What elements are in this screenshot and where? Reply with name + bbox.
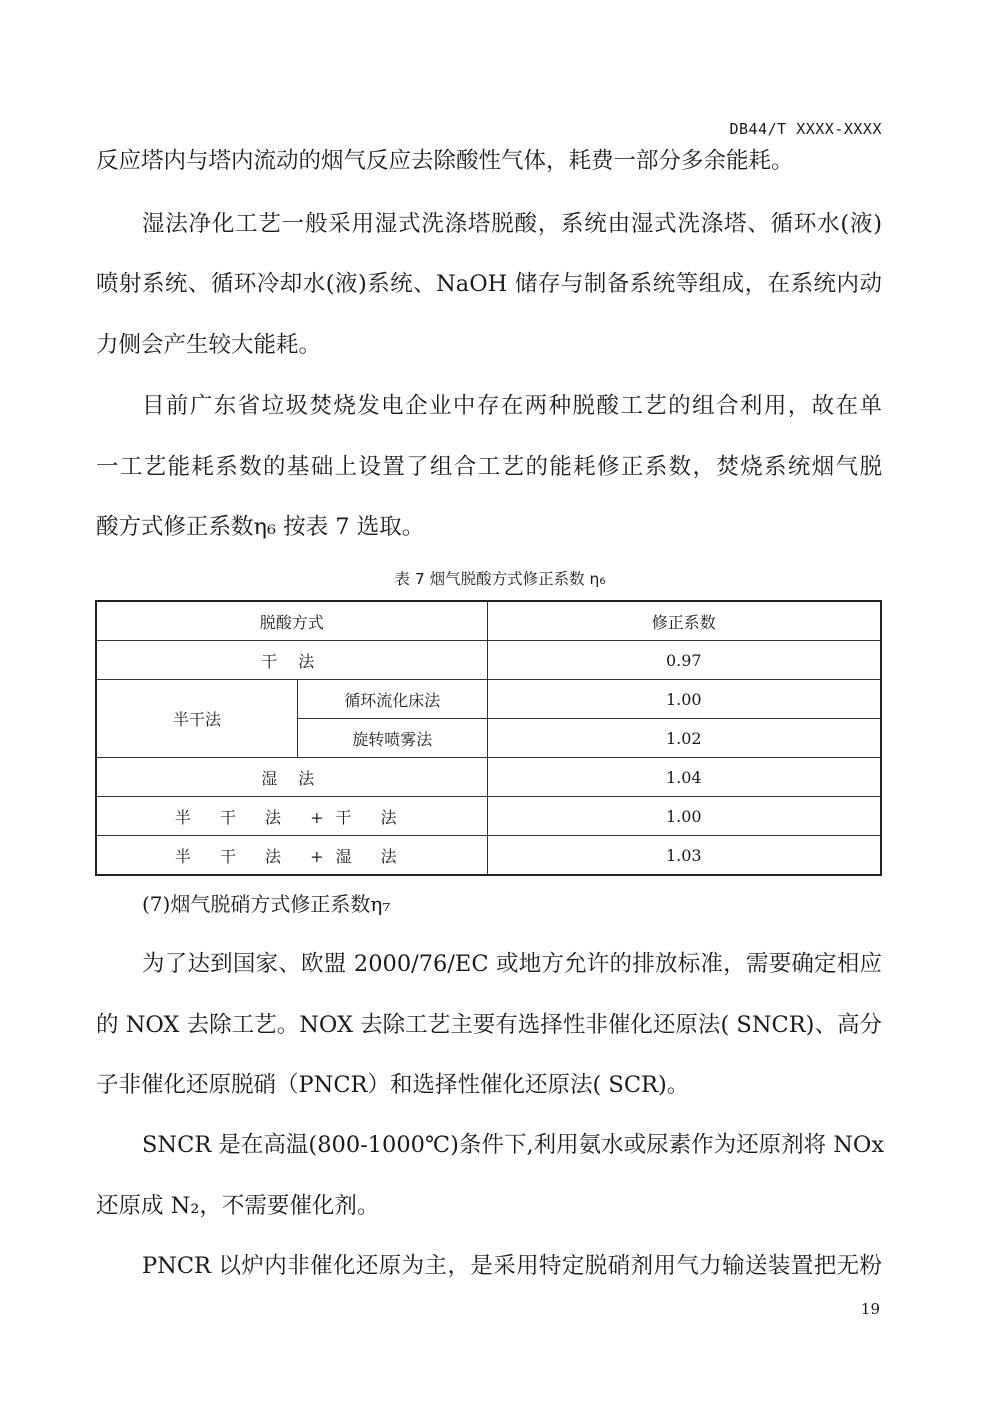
method-cell: 半 干 法 +干 法	[96, 797, 487, 836]
method-group-cell: 半干法	[96, 680, 297, 758]
method-cell: 干 法	[96, 641, 487, 680]
table-row	[96, 797, 881, 836]
coefficient-cell: 1.04	[487, 758, 881, 797]
coefficient-cell: 1.02	[487, 719, 881, 758]
paragraph-line: 子非催化还原脱硝（PNCR）和选择性催化还原法( SCR)。	[96, 1072, 690, 1098]
table-row	[96, 641, 881, 680]
coefficient-table	[95, 600, 882, 876]
coefficient-cell: 1.00	[487, 797, 881, 836]
header-method-cell: 脱酸方式	[96, 601, 487, 641]
header-coefficient-cell: 修正系数	[487, 601, 881, 641]
paragraph-line: PNCR 以炉内非催化还原为主，是采用特定脱硝剂用气力输送装置把无粉	[142, 1253, 882, 1279]
table-header-row	[96, 601, 881, 641]
table-caption: 表 7 烟气脱酸方式修正系数 η₆	[394, 570, 606, 588]
document-code: DB44/T XXXX-XXXX	[729, 120, 882, 138]
section-heading: (7)烟气脱硝方式修正系数η₇	[142, 892, 391, 916]
submethod-cell: 循环流化床法	[297, 680, 487, 719]
table-row	[96, 836, 881, 876]
table-row	[96, 758, 881, 797]
paragraph-line: 酸方式修正系数η₆ 按表 7 选取。	[96, 514, 425, 540]
paragraph-line: 还原成 N₂，不需要催化剂。	[96, 1193, 380, 1219]
paragraph-line: 为了达到国家、欧盟 2000/76/EC 或地方允许的排放标准，需要确定相应	[142, 951, 882, 977]
method-cell: 半 干 法 +湿 法	[96, 836, 487, 876]
paragraph-line: 力侧会产生较大能耗。	[96, 332, 322, 358]
table-row	[96, 680, 881, 719]
coefficient-cell: 0.97	[487, 641, 881, 680]
submethod-cell: 旋转喷雾法	[297, 719, 487, 758]
coefficient-cell: 1.00	[487, 680, 881, 719]
paragraph-line: 目前广东省垃圾焚烧发电企业中存在两种脱酸工艺的组合利用，故在单	[142, 393, 882, 419]
paragraph-line: 喷射系统、循环冷却水(液)系统、NaOH 储存与制备系统等组成，在系统内动	[96, 271, 882, 297]
coefficient-cell: 1.03	[487, 836, 881, 876]
page-number: 19	[860, 1300, 880, 1318]
paragraph-line: 湿法净化工艺一般采用湿式洗涤塔脱酸，系统由湿式洗涤塔、循环水(液)	[142, 211, 882, 237]
paragraph-line: 的 NOX 去除工艺。NOX 去除工艺主要有选择性非催化还原法( SNCR)、高分	[96, 1012, 882, 1038]
paragraph-line: 一工艺能耗系数的基础上设置了组合工艺的能耗修正系数，焚烧系统烟气脱	[96, 454, 882, 480]
method-cell: 湿 法	[96, 758, 487, 797]
paragraph-line: 反应塔内与塔内流动的烟气反应去除酸性气体，耗费一部分多余能耗。	[96, 148, 794, 174]
paragraph-line: SNCR 是在高温(800-1000℃)条件下,利用氨水或尿素作为还原剂将 NOx	[142, 1132, 885, 1158]
